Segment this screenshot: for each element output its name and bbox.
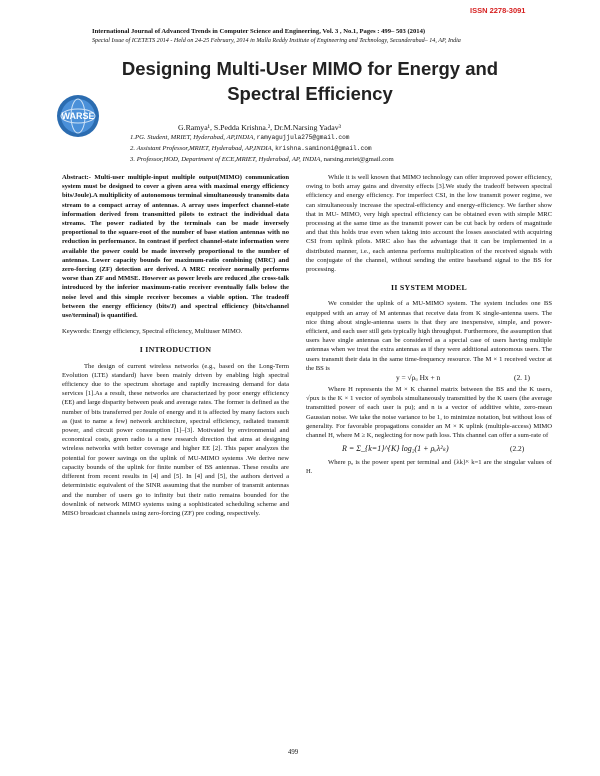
equation-2-2-number: (2.2) [510,444,525,454]
svg-text:WARSE: WARSE [61,111,95,121]
section-heading-introduction: I INTRODUCTION [139,345,212,355]
title-line-2: Spectral Efficiency [227,83,393,104]
right-column [306,173,552,477]
right-paragraph-1: While it is well known that MIMO technology can offer improved power efficiency, owing to both array gains and diversity effects [3].We study the tradeoff between spectral efficiency and energy efficiency. For imperfect CSI, in the low transmit power regime, we can simultaneously increase the spectral-efficiency and energy-efficiency. We farther show that in MU- MIMO, very high spectral efficiency can be obtained even with simple MRC processing at the same time as the transmit power can be cut back by orders of magnitude and that this holds true even when taking into account the losses associated with acquiring CSI from uplink pilots. MRC also has the advantage that it can be implemented in a distributed manner, i.e., each antenna performs multiplication of the received signals with the conjugate of the channel, without sending the entire baseband signal to the BS for processing. [306,174,552,274]
special-issue-line: Special Issue of ICETETS 2014 - Held on 24-25 February, 2014 in Malla Reddy Institute of Engineering and Technology, Secunderabad– 14, AP, India [92,38,461,44]
title-line-1: Designing Multi-User MIMO for Energy and [121,58,499,79]
author-list: G.Ramya¹, S.Pedda Krishna.², Dr.M.Narsing Yadav³ [178,123,341,132]
left-column [62,173,289,518]
journal-line: International Journal of Advanced Trends in Computer Science and Engineering, Vol. 3 , No.1, Pages : 499– 503 (2014) [92,28,426,35]
email-3[interactable]: narsing.mriet@gmail.com [323,156,394,163]
singular-values-text: Where pᵤ is the power spent per terminal and {λk}ᴷ k=1 are the singular values of H. [306,459,552,476]
introduction-text: The design of current wireless networks (e.g., based on the Long-Term Evolution (LTE) standard) have been mainly driven by enabling high spectral efficiency due to the spectrum shortage and rapidly increasing demand for data services [1].As a result, these networks are characterized by poor energy efficiency (EE) and large disparity between peak and average rates. The former is defined as the number of bits transferred per Joule of energy and it is affected by many factors such as (just to name a few) network architecture, spectral efficiency, radiated transmit power, and circuit power consumption [1]–[3]. Motivated by environmental and economical costs, green radio is a new research direction that aims at designing wireless networks with better coverage and higher EE [2]. This paper analyzes the potential for power savings on the uplink of MU-MIMO systems .We derive new capacity bounds of the uplink for finite number of BS antennas. These results are different from recent results in [4] and [5]. In [4] and [5], the authors derived a deterministic equivalent of the SINR assuming that the number of transmit antennas and the number of users go to infinity but their ratio remains bounded for the downlink of network MIMO systems using a sophisticated scheduling scheme and MISO broadcast channels using zero-forcing (ZF) pre coding, respectively. [62,362,289,517]
issn-label: ISSN 2278-3091 [470,6,526,15]
system-model-text: We consider the uplink of a MU-MIMO system. The system includes one BS equipped with an array of M antennas that receive data from K single-antenna users. The nice thing about single-antenna users is that they are inexpensive, simple, and power-efficient, and each user still gets typically high throughput. Furthermore, the assumption that users have single antennas can be considered as a special case of users having multiple antennas when we treat the extra antennas as if they were additional autonomous users. The users transmit their data in the same time-frequency resource. The M × 1 received vector at the BS is [306,300,552,372]
abstract: Abstract:- Multi-user multiple-input multiple output(MIMO) communication system must be designed to cover a given area with maximal energy efficiency bits/Joule).A multiplicity of autonomous terminal simultaneously transmits data stream to a compact array of antennas. A array uses imperfect channel-state information derived from transmitted pilots to extract the individual data streams. The power radiated by the terminals can be made inversely proportional to the square-root of the number of base station antennas with no reduction in performance. In contrast if perfect channel-state information were available the power could be made inversely proportional to the number of antennas. Lower capacity bounds for maximum-ratio combining (MRC) and zero-forcing (ZF) detection are derived. A MRC receiver normally performs worse than ZF and MMSE. However as power levels are reduced ,the cross-talk introduced by the inferior maximum-ratio receiver eventually falls below the noise level and this simple receiver becomes a viable option. The tradeoff between the energy efficiency (bits/J) and spectral efficiency (bits/channel use/terminal) is quantified. [62,174,289,320]
affiliation-1: 1.PG. Student, MRIET, Hyderabad, AP,INDIA, ramyagujjula275@gmail.com [130,134,350,141]
affiliation-3: 3. Professor,HOD, Department of ECE,MRIET, Hyderabad, AP, INDIA, narsing.mriet@gmail.com [130,156,394,163]
keywords: Keywords: Energy efficiency, Spectral efficiency, Multiuser MIMO. [62,328,243,336]
paper-title [60,56,560,106]
equation-2-2-body: R = Σ_{k=1}^{K} log₂(1 + ρᵤλ²ₖ) [342,444,449,454]
affiliation-2: 2. Assistant Professor,MRIET, Hyderabad, AP,INDIA, krishna.saminoni@gmail.com [130,145,372,152]
equation-2-1 [306,373,552,385]
equation-2-1-body: y = √ρᵤ Hx + n [396,373,441,383]
equation-2-2 [306,442,552,458]
equation-2-1-number: (2. 1) [514,373,531,383]
page-number: 499 [288,749,299,756]
section-heading-system-model: II SYSTEM MODEL [391,283,467,293]
channel-description-text: Where H represents the M × K channel matrix between the BS and the K users, √pux is the K × 1 vector of symbols simultaneously transmitted by the K users (the average transmitted power of each user is pu); and n is a vector of additive white, zero-mean Gaussian noise. We take the noise variance to be 1, to minimize notation, but without loss of generality. For favorable propagations consider an M × K uplink (multiple-access) MIMO channel H, where M ≥ K, neglecting for now path loss. This channel can offer a sum-rate of [306,386,552,440]
email-2[interactable]: krishna.saminoni@gmail.com [275,145,372,152]
email-1[interactable]: ramyagujjula275@gmail.com [256,134,350,141]
